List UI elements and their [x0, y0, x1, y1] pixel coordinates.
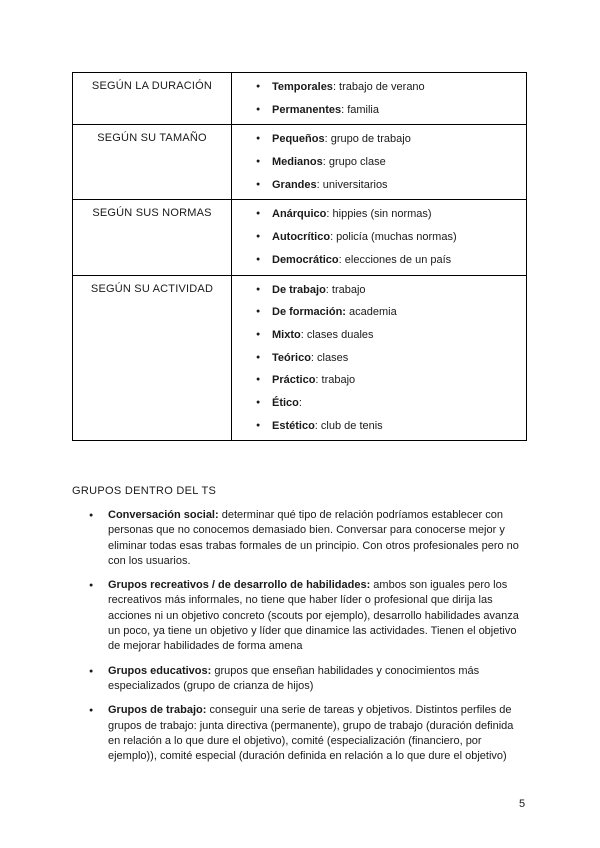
item-term: Pequeños: [272, 133, 325, 146]
list-item: ● Ético:: [232, 392, 520, 415]
list-item: ● Anárquico: hippies (sin normas): [232, 203, 520, 226]
group-term: Grupos recreativos / de desarrollo de habilidades:: [108, 579, 371, 592]
group-term: Grupos educativos:: [108, 664, 212, 677]
item-term: Estético: [272, 419, 315, 432]
item-term: Práctico: [272, 374, 316, 387]
item-desc: trabajo: [318, 374, 356, 387]
list-item: ● Permanentes: familia: [232, 99, 520, 122]
list-item: [232, 301, 520, 324]
list-item: [72, 508, 524, 569]
groups-list: [72, 508, 524, 773]
list-item: [72, 578, 524, 654]
list-item: ● Pequeños: grupo de trabajo: [232, 128, 520, 151]
item-desc: grupo clase: [325, 156, 386, 169]
item-term: Democrático: [272, 253, 339, 266]
item-term: Grandes: [272, 178, 317, 191]
item-desc: familia: [344, 103, 379, 116]
list-item: [72, 664, 524, 695]
table-row: [73, 275, 527, 441]
category-cell: SEGÚN SU TAMAÑO: [73, 125, 232, 200]
table-row: [73, 125, 527, 200]
items-list: [232, 76, 520, 121]
list-item: ● Democrático: elecciones de un país: [232, 249, 520, 272]
list-item: ● De trabajo: trabajo: [232, 279, 520, 302]
item-desc: club de tenis: [317, 419, 383, 432]
item-desc: elecciones de un país: [341, 253, 452, 266]
item-term: Mixto: [272, 328, 301, 341]
list-item: ● Medianos: grupo clase: [232, 151, 520, 174]
item-desc: universitarios: [319, 178, 388, 191]
group-desc: determinar qué tipo de relación podríamos establecer con personas que no conocemos demasiado bien. Conversar para conocerse mejor y eliminar todas esas trabas formales de un principio. Con otros profesionales pero no con los usuarios.: [108, 509, 519, 567]
category-cell: SEGÚN SU ACTIVIDAD: [73, 275, 232, 441]
page-number: 5: [519, 798, 526, 810]
group-desc: grupos que enseñan habilidades y conocimientos más especializados (grupo de crianza de hijos): [108, 664, 480, 692]
item-desc: academia: [345, 306, 397, 319]
group-desc: conseguir una serie de tareas y objetivos. Distintos perfiles de grupos de trabajo: junta directiva (permanente), grupo de trabajo (duración definida en relación a lo que dure el objetivo), comité (especialización (financiero, por ejemplo)), comité especial (duración definida en relación a lo que dure el objetivo): [108, 704, 514, 763]
item-term: Temporales: [272, 81, 333, 93]
items-list: [232, 128, 520, 196]
item-desc: trabajo de verano: [336, 81, 425, 93]
item-term: Permanentes: [272, 103, 342, 116]
item-term: Teórico: [272, 351, 311, 364]
item-desc: trabajo: [328, 283, 366, 296]
item-desc: clases duales: [303, 328, 374, 341]
items-list: [232, 279, 520, 438]
item-term: Anárquico: [272, 208, 327, 221]
items-list: [232, 203, 520, 271]
table-row: [73, 73, 527, 125]
item-term: Ético: [272, 396, 299, 409]
item-desc: hippies (sin normas): [329, 208, 432, 221]
group-term: Conversación social:: [108, 509, 219, 521]
list-item: ● Teórico: clases: [232, 347, 520, 370]
group-term: Grupos de trabajo:: [108, 704, 207, 717]
item-desc: policía (muchas normas): [333, 231, 457, 244]
item-desc: clases: [313, 351, 349, 364]
category-cell: SEGÚN LA DURACIÓN: [73, 73, 232, 125]
group-desc: ambos son iguales pero los recreativos más informales, no tiene que haber líder o profesional que dirija las acciones ni un objetivo concreto (scouts por ejemplo), desarrollo habilidades avanza un poco, ya tiene un objetivo y líder que dinamice las actividades. Tienen el objetivo de mejorar habilidades de forma amena: [108, 579, 519, 653]
list-item: ● Estético: club de tenis: [232, 415, 520, 438]
item-term: De formación:: [272, 306, 346, 319]
section-title: GRUPOS DENTRO DEL TS: [72, 485, 217, 497]
list-item: ● Mixto: clases duales: [232, 324, 520, 347]
item-term: Autocrítico: [272, 231, 331, 244]
list-item: [72, 703, 524, 764]
list-item: ● Autocrítico: policía (muchas normas): [232, 226, 520, 249]
category-cell: SEGÚN SUS NORMAS: [73, 200, 232, 275]
table-row: [73, 200, 527, 275]
list-item: ● Grandes: universitarios: [232, 174, 520, 197]
group-classification-table: [72, 72, 527, 441]
item-desc: grupo de trabajo: [327, 133, 411, 146]
list-item: ● Práctico: trabajo: [232, 369, 520, 392]
item-term: De trabajo: [272, 283, 326, 296]
list-item: ● Temporales: trabajo de verano: [232, 76, 520, 99]
item-term: Medianos: [272, 156, 323, 169]
